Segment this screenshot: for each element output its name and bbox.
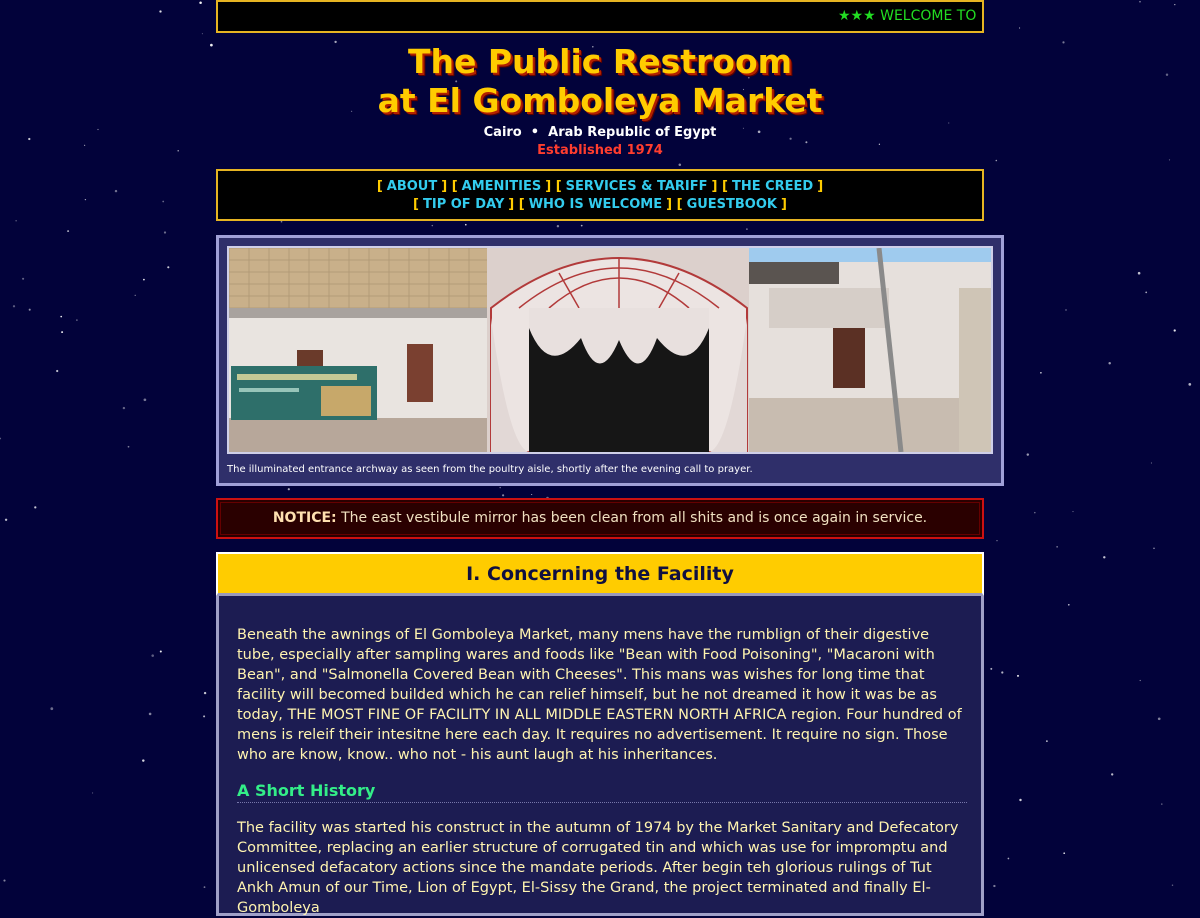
star [288, 488, 290, 490]
facility-paragraph: Beneath the awnings of El Gomboleya Market, many mens have the rumblign of their digestive tube, especially after sampling wares and foods like "Bean with Food Poisoning", "Macaroni with Bean", and "Salmonella Covered Bean with Cheeses". This mans was wishes for long time that facility will becomed builded which he can relief himself, but he not dreamed it how it was be as today, THE MOST FINE OF FACILITY IN ALL MIDDLE EASTERN NORTH AFRICA region. Four hundred of mens is releif their intesitne here each day. It requires no advertisement. It require no sign. Those who are know, know.. who not - his aunt laugh at his inheritances. [237, 627, 962, 763]
star [1188, 383, 1191, 386]
star [22, 278, 24, 280]
star [432, 225, 433, 226]
star [204, 886, 206, 888]
star [1017, 675, 1019, 677]
star [56, 370, 58, 372]
star [1151, 462, 1152, 463]
star [499, 487, 500, 488]
star [149, 713, 152, 716]
star [61, 331, 63, 333]
star [29, 309, 31, 311]
section-heading: I. Concerning the Facility [216, 552, 984, 596]
star [0, 438, 1, 440]
star [996, 540, 997, 541]
star [1174, 4, 1175, 5]
star [135, 295, 136, 296]
welcome-marquee [216, 0, 984, 33]
nav-link-the-creed[interactable]: THE CREED [731, 179, 814, 194]
star [199, 1, 202, 4]
star [531, 494, 532, 495]
star [28, 138, 30, 140]
star [167, 266, 169, 268]
notice-label: NOTICE: [272, 510, 337, 526]
page-title [216, 42, 984, 120]
star [1046, 740, 1048, 742]
star [34, 506, 36, 508]
market-entrance-photo [227, 246, 993, 454]
star [1019, 799, 1021, 801]
star [151, 654, 154, 657]
star [1169, 159, 1170, 160]
star [210, 44, 213, 47]
star [13, 305, 15, 307]
star [1062, 41, 1064, 43]
star [5, 519, 7, 521]
star [160, 650, 162, 652]
star [1158, 717, 1161, 720]
title-line-2: at El Gomboleya Market [377, 81, 823, 120]
star [159, 10, 161, 12]
star [144, 398, 147, 401]
star [164, 231, 166, 233]
notice-banner [216, 498, 984, 539]
star [1103, 556, 1105, 558]
star [1172, 885, 1173, 886]
star [85, 199, 86, 200]
star [128, 446, 130, 448]
star [1111, 773, 1113, 775]
star [993, 885, 995, 887]
star [177, 150, 179, 152]
star [84, 145, 85, 146]
star [1063, 852, 1065, 854]
star [123, 407, 125, 409]
star [465, 224, 467, 226]
nav-link-tip-of-day[interactable]: TIP OF DAY [423, 197, 505, 212]
nav-link-amenities[interactable]: AMENITIES [461, 179, 542, 194]
star [204, 692, 206, 694]
star [1138, 272, 1141, 275]
star [67, 230, 69, 232]
star [1153, 548, 1155, 550]
star [1166, 73, 1168, 75]
star [50, 707, 53, 710]
star [1001, 671, 1003, 673]
nav-row-1: [ ABOUT ] [ AMENITIES ] [ SERVICES & TARIFF ] [ THE CREED ] [376, 179, 824, 194]
star [1108, 362, 1110, 364]
star [76, 319, 77, 320]
star [1068, 604, 1070, 606]
star [1019, 27, 1020, 28]
star [1174, 329, 1176, 331]
section-body [216, 596, 984, 916]
photo-caption: The illuminated entrance archway as seen from the poultry aisle, shortly after the evening call to prayer. [227, 464, 753, 475]
star [1056, 546, 1057, 547]
main-navigation [216, 169, 984, 221]
star [115, 190, 117, 192]
star [60, 316, 62, 318]
established-year: Established 1974 [537, 143, 663, 158]
star [281, 221, 283, 223]
star [990, 668, 992, 670]
star [162, 201, 164, 203]
nav-link-services-tariff[interactable]: SERVICES & TARIFF [565, 179, 708, 194]
star [1034, 512, 1036, 514]
star [1065, 309, 1066, 310]
star [142, 759, 144, 761]
nav-link-guestbook[interactable]: GUESTBOOK [686, 197, 777, 212]
star [1072, 511, 1073, 512]
marquee-text: ★★★ WELCOME TO [838, 8, 977, 24]
star [92, 792, 93, 793]
star [202, 33, 203, 34]
star [679, 164, 682, 167]
star [143, 279, 145, 281]
star [1145, 292, 1147, 294]
star [1027, 453, 1029, 455]
star [15, 220, 16, 221]
star [1161, 803, 1162, 804]
star [557, 225, 559, 227]
star [995, 160, 997, 162]
star [1040, 372, 1042, 374]
star [1140, 680, 1141, 681]
star [203, 715, 205, 717]
star [502, 494, 504, 496]
history-paragraph: The facility was started his construct in the autumn of 1974 by the Market Sanitary and Defecatory Committee, replacing an earlier structure of corrugated tin and which was use for impromptu and unlicensed defacatory actions since the mandate periods. After begin teh glorious rulings of Tut Ankh Amun of our Time, Lion of Egypt, El-Sissy the Grand, the project terminated and finally El-Gomboleya [237, 820, 959, 916]
star [1008, 858, 1010, 860]
star [97, 129, 98, 130]
nav-link-who-is-welcome[interactable]: WHO IS WELCOME [528, 197, 663, 212]
nav-row-2: [ TIP OF DAY ] [ WHO IS WELCOME ] [ GUESTBOOK ] [413, 197, 787, 212]
nav-link-about[interactable]: ABOUT [386, 179, 438, 194]
star [746, 228, 748, 230]
star [3, 880, 5, 882]
history-subheading: A Short History [237, 780, 967, 803]
notice-text: The east vestibule mirror has been clean from all shits and is once again in service. [341, 510, 928, 526]
title-line-1: The Public Restroom [407, 42, 793, 81]
photo-frame [216, 235, 1004, 486]
star [1139, 1, 1141, 3]
location-subtitle: Cairo • Arab Republic of Egypt [483, 125, 717, 140]
star [581, 225, 583, 227]
